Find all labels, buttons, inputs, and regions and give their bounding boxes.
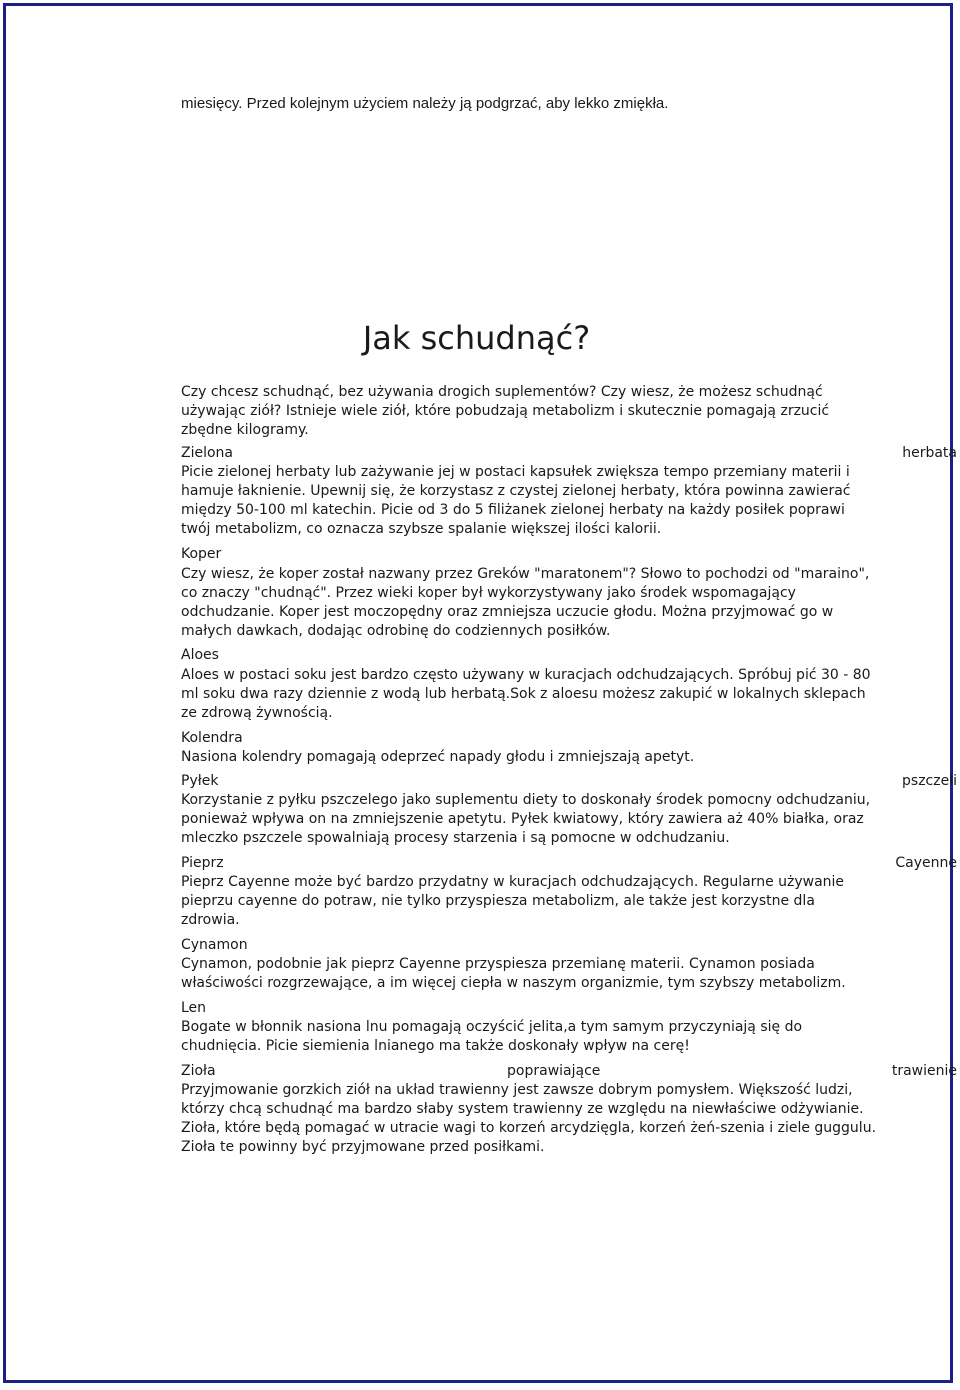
top-line: miesięcy. Przed kolejnym użyciem należy ją podgrzać, aby lekko zmiękła. — [181, 95, 669, 112]
section-heading-ziola — [181, 1062, 957, 1081]
section-heading-len: Len — [181, 1000, 207, 1016]
heading-word: Zielona — [181, 445, 234, 461]
len-line-2: chudnięcia. Picie siemienia lnianego ma także doskonały wpływ na cerę! — [181, 1038, 690, 1054]
aloes-line-1: Aloes w postaci soku jest bardzo często używany w kuracjach odchudzających. Spróbuj pić 30 - 80 — [181, 667, 871, 683]
heading-word: Cayenne — [895, 855, 957, 871]
intro-line-3: zbędne kilogramy. — [181, 422, 309, 438]
pieprz-line-1: Pieprz Cayenne może być bardzo przydatny w kuracjach odchudzających. Regularne używanie — [181, 874, 845, 890]
pylek-line-1: Korzystanie z pyłku pszczelego jako suplementu diety to doskonały środek pomocny odchudzaniu, — [181, 792, 871, 808]
kolendra-line-1: Nasiona kolendry pomagają odeprzeć napady głodu i zmniejszają apetyt. — [181, 749, 695, 765]
ziola-line-1: Przyjmowanie gorzkich ziół na układ trawienny jest zawsze dobrym pomysłem. Większość ludzi, — [181, 1082, 853, 1098]
pylek-line-2: ponieważ wpływa on na zmniejszenie apetytu. Pyłek kwiatowy, który zawiera aż 40% białka, oraz — [181, 811, 864, 827]
heading-word: trawienie — [891, 1063, 957, 1079]
len-line-1: Bogate w błonnik nasiona lnu pomagają oczyścić jelita,a tym samym przyczyniają się do — [181, 1019, 803, 1035]
koper-line-1: Czy wiesz, że koper został nazwany przez Greków "maratonem"? Słowo to pochodzi od "maraino", — [181, 566, 870, 582]
ziola-line-2: którzy chcą schudnąć ma bardzo słaby system trawienny ze względu na niewłaściwe odżywianie. — [181, 1101, 864, 1117]
intro-line-1: Czy chcesz schudnąć, bez używania drogich suplementów? Czy wiesz, że możesz schudnąć — [181, 384, 823, 400]
heading-word: Pyłek — [181, 773, 219, 789]
ziola-line-3: Zioła, które będą pomagać w utracie wagi to korzeń arcydzięgla, korzeń żeń-szenia i ziele guggulu. — [181, 1120, 877, 1136]
heading-word: herbata — [902, 445, 957, 461]
koper-line-2: co znaczy "chudnąć". Przez wieki koper był wykorzystywany jako środek wspomagający — [181, 585, 796, 601]
section-heading-koper: Koper — [181, 546, 222, 562]
heading-word: poprawiające — [507, 1063, 601, 1079]
aloes-line-3: ze zdrową żywnością. — [181, 705, 333, 721]
section-heading-zielona — [181, 444, 957, 463]
zielona-line-4: twój metabolizm, co oznacza szybsze spalanie większej ilości kalorii. — [181, 521, 662, 537]
pieprz-line-2: pieprzu cayenne do potraw, nie tylko przyspiesza metabolizm, ale także jest korzystne dla — [181, 893, 815, 909]
zielona-line-1: Picie zielonej herbaty lub zażywanie jej w postaci kapsułek zwiększa tempo przemiany materii i — [181, 464, 850, 480]
zielona-line-3: między 50-100 ml katechin. Picie od 3 do 5 filiżanek zielonej herbaty na każdy posiłek poprawi — [181, 502, 845, 518]
ziola-line-4: Zioła te powinny być przyjmowane przed posiłkami. — [181, 1139, 545, 1155]
heading-word: Pieprz — [181, 855, 224, 871]
section-heading-cynamon: Cynamon — [181, 937, 248, 953]
section-heading-pieprz — [181, 854, 957, 873]
section-heading-pylek — [181, 772, 957, 791]
koper-line-3: odchudzanie. Koper jest moczopędny oraz zmniejsza uczucie głodu. Można przyjmować go w — [181, 604, 834, 620]
aloes-line-2: ml soku dwa razy dziennie z wodą lub herbatą.Sok z aloesu możesz zakupić w lokalnych sklepach — [181, 686, 866, 702]
section-heading-kolendra: Kolendra — [181, 730, 243, 746]
cynamon-line-1: Cynamon, podobnie jak pieprz Cayenne przyspiesza przemianę materii. Cynamon posiada — [181, 956, 815, 972]
page-title: Jak schudnąć? — [362, 319, 591, 357]
cynamon-line-2: właściwości rozgrzewające, a im więcej ciepła w naszym organizmie, tym szybszy metabolizm. — [181, 975, 846, 991]
heading-word: Zioła — [181, 1063, 216, 1079]
document-body — [181, 0, 957, 1390]
zielona-line-2: hamuje łaknienie. Upewnij się, że korzystasz z czystej zielonej herbaty, która powinna zawierać — [181, 483, 851, 499]
pieprz-line-3: zdrowia. — [181, 912, 240, 928]
pylek-line-3: mleczko pszczele spowalniają procesy starzenia i są pomocne w odchudzaniu. — [181, 830, 730, 846]
section-heading-aloes: Aloes — [181, 647, 219, 663]
koper-line-4: małych dawkach, dodając odrobinę do codziennych posiłków. — [181, 623, 611, 639]
intro-line-2: używając ziół? Istnieje wiele ziół, które pobudzają metabolizm i skutecznie pomagają zrzucić — [181, 403, 830, 419]
heading-word: pszczeli — [902, 773, 957, 789]
